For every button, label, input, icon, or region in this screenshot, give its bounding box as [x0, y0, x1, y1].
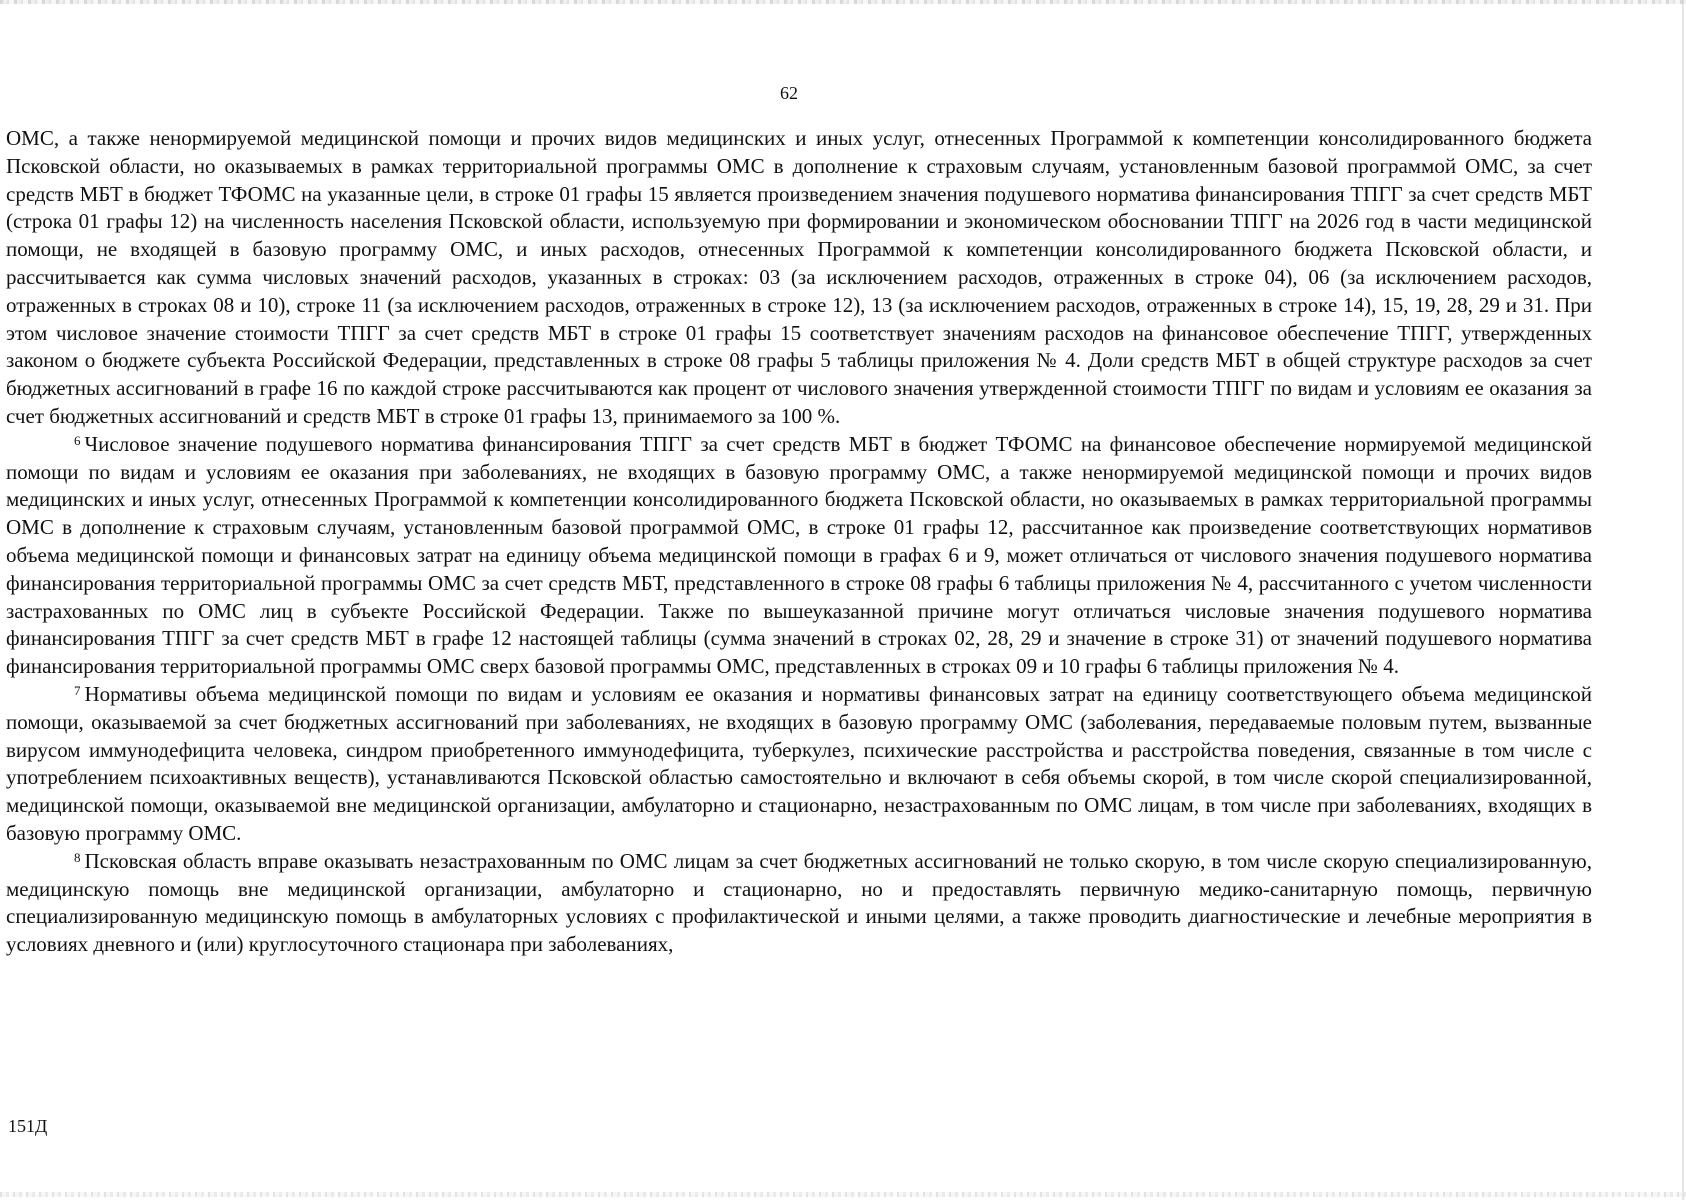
paragraph-text: Псковская область вправе оказывать незастрахованным по ОМС лицам за счет бюджетных ассигнований не только скорую, в том числе скорую специализированную, медицинскую помощь вне медицинской организации, амбулаторно и стационарно, но и предоставлять первичную медико-санитарную помощь, первичную специализированную медицинскую помощь в амбулаторных условиях с профилактической и иными целями, а также проводить диагностические и лечебные мероприятия в условиях дневного и (или) круглосуточного стационара при заболеваниях,	[6, 848, 1592, 957]
page-number: 62	[780, 83, 798, 103]
paragraph-text: ОМС, а также ненормируемой медицинской помощи и прочих видов медицинских и иных услуг, отнесенных Программой к компетенции консолидированного бюджета Псковской области, но оказываемых в рамках территориальной программы ОМС в дополнение к страховым случаям, установленным базовой программой ОМС, за счет средств МБТ в бюджет ТФОМС на указанные цели, в строке 01 графы 15 является произведением значения подушевого норматива финансирования ТПГГ за счет средств МБТ (строка 01 графы 12) на численность населения Псковской области, используемую при формировании и экономическом обосновании ТПГГ на 2026 год в части медицинской помощи, не входящей в базовую программу ОМС, и иных расходов, отнесенных Программой к компетенции консолидированного бюджета Псковской области, и рассчитывается как сумма числовых значений расходов, указанных в строках: 03 (за исключением расходов, отраженных в строке 04), 06 (за исключением расходов, отраженных в строках 08 и 10), строке 11 (за исключением расходов, отраженных в строке 12), 13 (за исключением расходов, отраженных в строке 14), 15, 19, 28, 29 и 31. При этом числовое значение стоимости ТПГГ за счет средств МБТ в строке 01 графы 15 соответствует значениям расходов на финансовое обеспечение ТПГГ, утвержденных законом о бюджете субъекта Российской Федерации, представленных в строке 08 графы 5 таблицы приложения № 4. Доли средств МБТ в общей структуре расходов за счет бюджетных ассигнований в графе 16 по каждой строке рассчитываются как процент от числового значения утвержденной стоимости ТПГГ по видам и условиям ее оказания за счет бюджетных ассигнований и средств МБТ в строке 01 графы 13, принимаемого за 100 %.	[6, 126, 1592, 428]
scan-edge-top	[0, 0, 1686, 4]
footnote-marker: 6	[74, 432, 81, 448]
document-body	[6, 125, 1592, 959]
footnote-6-paragraph	[6, 431, 1592, 681]
footnote-7-paragraph	[6, 681, 1592, 848]
document-code: 151Д	[8, 1116, 48, 1136]
footnote-8-paragraph	[6, 848, 1592, 959]
footnote-marker: 7	[74, 682, 81, 698]
paragraph-continuation	[6, 125, 1592, 431]
paragraph-text: Числовое значение подушевого норматива финансирования ТПГГ за счет средств МБТ в бюджет ТФОМС на финансовое обеспечение нормируемой медицинской помощи по видам и условиям ее оказания при заболеваниях, не входящих в базовую программу ОМС, а также ненормируемой медицинской помощи и прочих видов медицинских и иных услуг, отнесенных Программой к компетенции консолидированного бюджета Псковской области, но оказываемых в рамках территориальной программы ОМС в дополнение к страховым случаям, установленным базовой программой ОМС, в строке 01 графы 12, рассчитанное как произведение соответствующих нормативов объема медицинской помощи и финансовых затрат на единицу объема медицинской помощи в графах 6 и 9, может отличаться от числового значения подушевого норматива финансирования территориальной программы ОМС за счет средств МБТ, представленного в строке 08 графы 6 таблицы приложения № 4, рассчитанного с учетом численности застрахованных по ОМС лиц в субъекте Российской Федерации. Также по вышеуказанной причине могут отличаться числовые значения подушевого норматива финансирования ТПГГ за счет средств МБТ в графе 12 настоящей таблицы (сумма значений в строках 02, 28, 29 и значение в строке 31) от значений подушевого норматива финансирования территориальной программы ОМС сверх базовой программы ОМС, представленных в строках 09 и 10 графы 6 таблицы приложения № 4.	[6, 431, 1592, 679]
paragraph-text: Нормативы объема медицинской помощи по видам и условиям ее оказания и нормативы финансовых затрат на единицу соответствующего объема медицинской помощи, оказываемой за счет бюджетных ассигнований при заболеваниях, не входящих в базовую программу ОМС (заболевания, передаваемые половым путем, вызванные вирусом иммунодефицита человека, синдром приобретенного иммунодефицита, туберкулез, психические расстройства и расстройства поведения, связанные в том числе с употреблением психоактивных веществ), устанавливаются Псковской областью самостоятельно и включают в себя объемы скорой, в том числе скорой специализированной, медицинской помощи, оказываемой вне медицинской организации, амбулаторно и стационарно, незастрахованным по ОМС лицам, в том числе при заболеваниях, входящих в базовую программу ОМС.	[6, 681, 1592, 845]
scan-edge-right	[1682, 0, 1684, 1200]
footnote-marker: 8	[74, 849, 81, 865]
scan-edge-bottom	[0, 1192, 1686, 1197]
